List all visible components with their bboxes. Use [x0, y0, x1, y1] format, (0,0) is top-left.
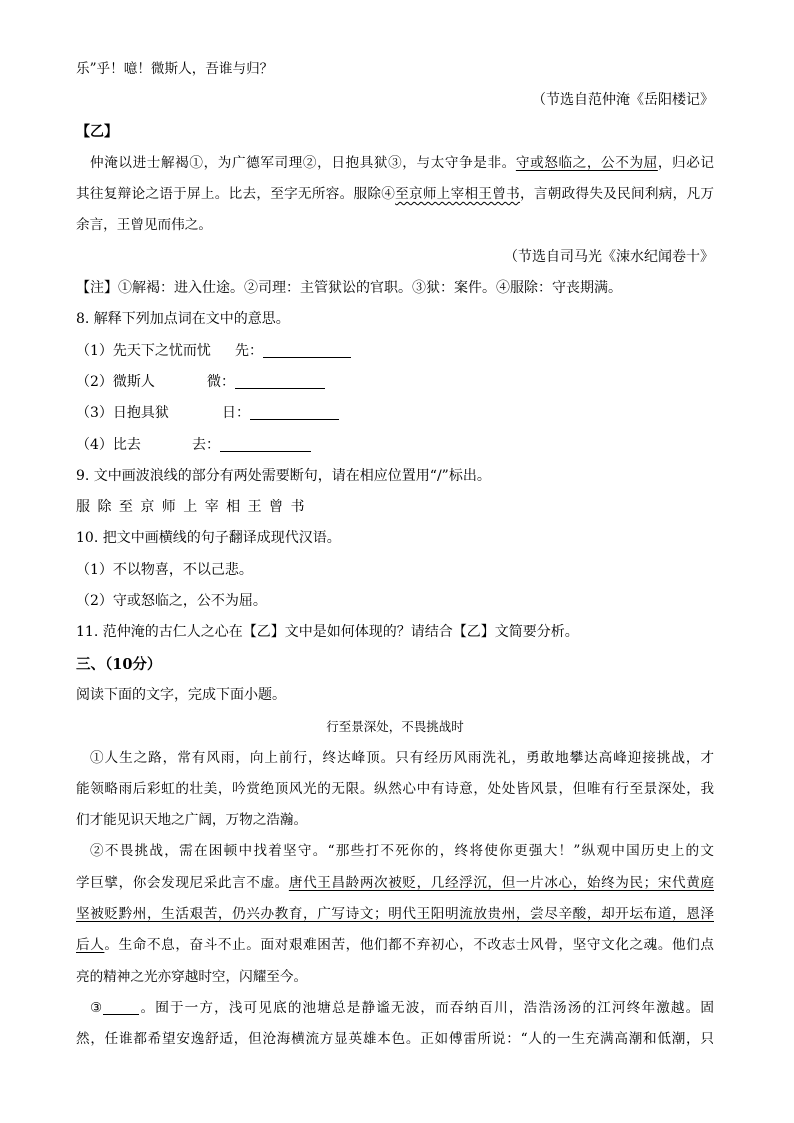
answer-blank	[250, 405, 339, 420]
essay-p1-line-1: ①人生之路，常有风雨，向上前行，终达峰顶。只有经历风雨洗礼，勇敢地攀达高峰迎接挑战，才	[90, 749, 714, 766]
q8-word: 去：	[192, 436, 220, 453]
essay-title: 行至景深处，不畏挑战时	[326, 719, 464, 735]
passage-b-label: 【乙】	[76, 123, 118, 140]
q8-word: 日：	[222, 405, 250, 422]
underlined-sentence: 坚被贬黔州，生活艰苦，仍兴办教育，广写诗文；明代王阳明流放贵州，尝尽辛酸，却开坛布道，恩泽	[76, 906, 714, 923]
question-8-prompt: 8. 解释下列加点词在文中的意思。	[76, 311, 290, 328]
essay-p2-line-1: ②不畏挑战，需在困顿中找着坚守。“那些打不死你的，终将使你更强大！”纵观中国历史上的文	[90, 843, 714, 860]
question-11-prompt: 11. 范仲淹的古仁人之心在【乙】文中是如何体现的？请结合【乙】文简要分析。	[76, 624, 579, 641]
question-8-item	[76, 430, 714, 461]
fill-in-blank	[103, 1001, 139, 1015]
q8-phrase: （3）日抱具狱	[76, 405, 169, 422]
essay-p2-line-2	[76, 868, 714, 899]
passage-b-notes: 【注】①解褐：进入仕途。②司理：主管狱讼的官职。③狱：案件。④服除：守丧期满。	[76, 280, 622, 297]
q8-word: 先：	[235, 342, 263, 359]
passage-b-text: ，归必记	[657, 154, 714, 171]
passage-b-text: 仲淹以进士解褐①，为广德军司理②，日抱具狱③，与太守争是非。	[90, 154, 516, 171]
question-9-sentence: 服 除 至 京 师 上 宰 相 王 曾 书	[76, 499, 305, 516]
question-8-item	[76, 398, 714, 429]
section-3-heading: 三、（10分）	[76, 655, 162, 673]
exam-page	[76, 54, 714, 1056]
essay-p2-line-4	[76, 930, 714, 961]
q8-word: 微：	[207, 373, 235, 390]
essay-text: 学巨擘，你会发现尼采此言不虚。	[76, 874, 289, 891]
question-8-item	[76, 336, 714, 367]
answer-blank	[263, 343, 351, 358]
passage-b-text: 其往复辩论之语于屏上。比去，至字无所容。服除④	[76, 186, 396, 203]
passage-b-line-1	[76, 148, 714, 179]
question-8-item	[76, 367, 714, 398]
q8-phrase: （1）先天下之忧而忧	[76, 342, 211, 359]
passage-b-line-3: 余言，王曾见而伟之。	[76, 217, 212, 234]
q8-phrase: （4）比去	[76, 436, 141, 453]
essay-p3-line-1	[76, 993, 714, 1024]
passage-a-closing-line: 乐”乎！噫！微斯人，吾谁与归？	[76, 61, 274, 77]
passage-a-source: （节选自范仲淹《岳阳楼记》	[532, 92, 714, 109]
wavy-underlined-phrase: 至京师上宰相王曾书	[395, 186, 521, 203]
essay-text: 。生命不息，奋斗不止。面对艰难困苦，他们都不弃初心，不改志士风骨，坚守文化之魂。他们点	[104, 937, 714, 954]
underlined-sentence: 后人	[76, 937, 105, 954]
passage-b-source: （节选自司马光《涑水纪闻卷十》	[504, 248, 714, 265]
answer-blank	[235, 374, 325, 389]
question-10-prompt: 10. 把文中画横线的句子翻译成现代汉语。	[76, 530, 341, 547]
paragraph-number: ③	[90, 999, 104, 1016]
underlined-sentence: 守或怒临之，公不为屈	[515, 154, 658, 171]
answer-blank	[220, 437, 311, 452]
underlined-sentence: 唐代王昌龄两次被贬，几经浮沉，但一片冰心，始终为民；宋代黄庭	[288, 874, 714, 891]
essay-p1-line-2: 能领略雨后彩虹的壮美，吟赏绝顶风光的无限。纵然心中有诗意，处处皆风景，但唯有行至景深处，我	[76, 780, 714, 797]
section-3-instructions: 阅读下面的文字，完成下面小题。	[76, 686, 286, 703]
passage-b-line-2	[76, 179, 714, 210]
question-10-item: （1）不以物喜，不以己悲。	[76, 561, 253, 578]
essay-p1-line-3: 们才能见识天地之广阔，万物之浩瀚。	[76, 812, 308, 829]
question-9-prompt: 9. 文中画波浪线的部分有两处需要断句，请在相应位置用“/”标出。	[76, 467, 491, 484]
q8-phrase: （2）微斯人	[76, 373, 155, 390]
passage-b-text: ，言朝政得失及民间利病，凡万	[520, 186, 714, 203]
essay-p3-line-2: 然，任谁都希望安逸舒适，但沧海横流方显英雄本色。正如傅雷所说：“人的一生充满高潮和低潮，只	[76, 1031, 714, 1048]
essay-text: 。囿于一方，浅可见底的池塘总是静谧无波，而吞纳百川，浩浩汤汤的江河终年激越。固	[139, 999, 714, 1016]
essay-p2-line-5: 亮的精神之光亦穿越时空，闪耀至今。	[76, 968, 308, 985]
essay-p2-line-3	[76, 899, 714, 930]
question-10-item: （2）守或怒临之，公不为屈。	[76, 593, 267, 610]
